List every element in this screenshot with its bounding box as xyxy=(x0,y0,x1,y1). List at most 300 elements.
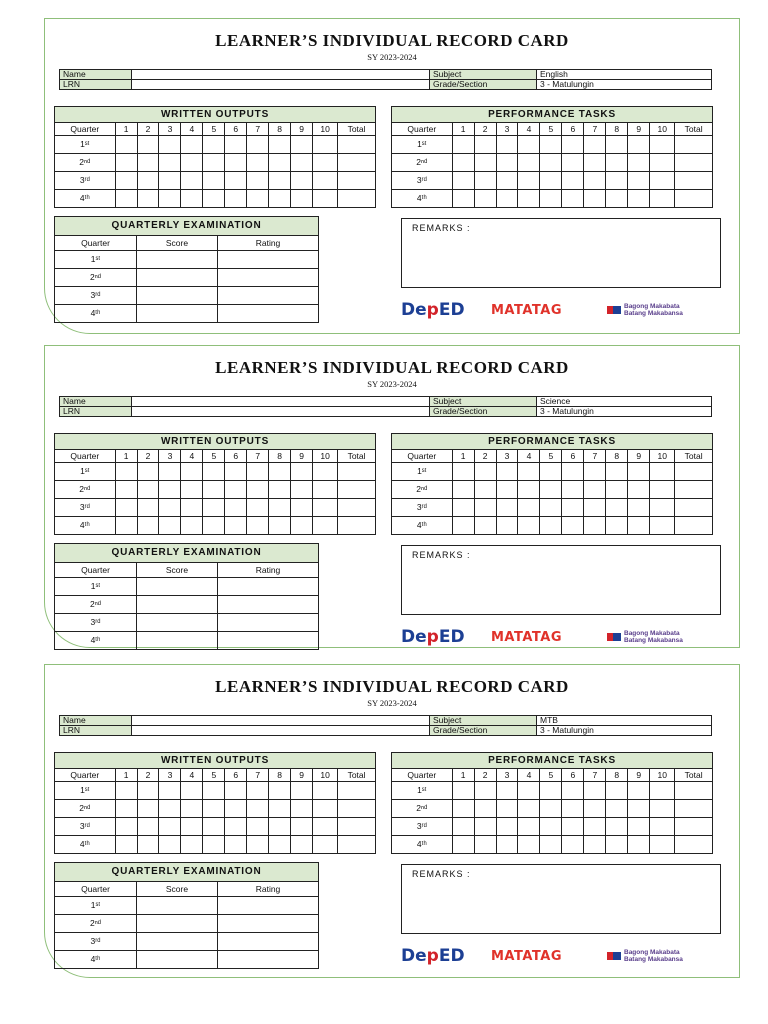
score-cell[interactable] xyxy=(540,800,562,818)
score-cell[interactable] xyxy=(115,136,137,154)
total-cell[interactable] xyxy=(338,800,376,818)
score-cell[interactable] xyxy=(606,782,628,800)
total-cell[interactable] xyxy=(675,782,713,800)
score-cell[interactable] xyxy=(225,463,247,481)
score-cell[interactable] xyxy=(137,172,159,190)
score-cell[interactable] xyxy=(247,481,269,499)
score-cell[interactable] xyxy=(452,172,474,190)
score-cell[interactable] xyxy=(269,782,291,800)
score-cell[interactable] xyxy=(540,818,562,836)
score-cell[interactable] xyxy=(518,517,540,535)
score-cell[interactable] xyxy=(137,951,218,969)
score-cell[interactable] xyxy=(203,517,225,535)
score-cell[interactable] xyxy=(496,136,518,154)
score-cell[interactable] xyxy=(518,499,540,517)
score-cell[interactable] xyxy=(203,818,225,836)
score-cell[interactable] xyxy=(203,481,225,499)
score-cell[interactable] xyxy=(137,632,218,650)
score-cell[interactable] xyxy=(474,818,496,836)
total-cell[interactable] xyxy=(675,154,713,172)
score-cell[interactable] xyxy=(650,136,675,154)
score-cell[interactable] xyxy=(452,800,474,818)
column-header: 2 xyxy=(137,769,159,782)
score-cell[interactable] xyxy=(137,499,159,517)
total-cell[interactable] xyxy=(338,782,376,800)
score-cell[interactable] xyxy=(606,136,628,154)
score-cell[interactable] xyxy=(650,836,675,854)
score-cell[interactable] xyxy=(115,836,137,854)
score-cell[interactable] xyxy=(496,836,518,854)
score-cell[interactable] xyxy=(313,818,338,836)
score-cell[interactable] xyxy=(540,481,562,499)
score-cell[interactable] xyxy=(562,154,584,172)
score-cell[interactable] xyxy=(628,782,650,800)
rating-cell[interactable] xyxy=(218,287,319,305)
score-cell[interactable] xyxy=(650,481,675,499)
total-cell[interactable] xyxy=(675,836,713,854)
score-cell[interactable] xyxy=(137,136,159,154)
score-cell[interactable] xyxy=(225,481,247,499)
score-cell[interactable] xyxy=(291,818,313,836)
rating-cell[interactable] xyxy=(218,596,319,614)
score-cell[interactable] xyxy=(247,782,269,800)
score-cell[interactable] xyxy=(584,136,606,154)
rating-cell[interactable] xyxy=(218,614,319,632)
score-cell[interactable] xyxy=(650,782,675,800)
score-cell[interactable] xyxy=(313,172,338,190)
remarks-box[interactable] xyxy=(401,545,721,615)
score-cell[interactable] xyxy=(496,172,518,190)
rating-cell[interactable] xyxy=(218,251,319,269)
score-cell[interactable] xyxy=(159,481,181,499)
score-cell[interactable] xyxy=(518,782,540,800)
score-cell[interactable] xyxy=(137,578,218,596)
score-cell[interactable] xyxy=(269,481,291,499)
score-cell[interactable] xyxy=(562,517,584,535)
score-cell[interactable] xyxy=(452,190,474,208)
score-cell[interactable] xyxy=(137,463,159,481)
score-cell[interactable] xyxy=(496,517,518,535)
score-cell[interactable] xyxy=(313,782,338,800)
score-cell[interactable] xyxy=(628,481,650,499)
score-cell[interactable] xyxy=(203,463,225,481)
score-cell[interactable] xyxy=(518,836,540,854)
score-cell[interactable] xyxy=(115,481,137,499)
score-cell[interactable] xyxy=(474,172,496,190)
score-cell[interactable] xyxy=(452,136,474,154)
score-cell[interactable] xyxy=(225,172,247,190)
score-cell[interactable] xyxy=(518,800,540,818)
score-cell[interactable] xyxy=(181,154,203,172)
score-cell[interactable] xyxy=(562,136,584,154)
lrn-field[interactable] xyxy=(132,726,430,736)
score-cell[interactable] xyxy=(181,499,203,517)
score-cell[interactable] xyxy=(650,172,675,190)
score-cell[interactable] xyxy=(540,136,562,154)
score-cell[interactable] xyxy=(269,463,291,481)
score-cell[interactable] xyxy=(474,481,496,499)
score-cell[interactable] xyxy=(650,517,675,535)
score-cell[interactable] xyxy=(291,463,313,481)
score-cell[interactable] xyxy=(181,190,203,208)
total-cell[interactable] xyxy=(675,800,713,818)
score-cell[interactable] xyxy=(291,499,313,517)
score-cell[interactable] xyxy=(137,287,218,305)
score-cell[interactable] xyxy=(628,800,650,818)
score-cell[interactable] xyxy=(452,517,474,535)
score-cell[interactable] xyxy=(562,172,584,190)
score-cell[interactable] xyxy=(225,190,247,208)
score-cell[interactable] xyxy=(540,154,562,172)
score-cell[interactable] xyxy=(584,154,606,172)
score-cell[interactable] xyxy=(269,190,291,208)
score-cell[interactable] xyxy=(562,818,584,836)
total-cell[interactable] xyxy=(675,499,713,517)
score-cell[interactable] xyxy=(137,190,159,208)
score-cell[interactable] xyxy=(225,800,247,818)
score-cell[interactable] xyxy=(628,463,650,481)
score-cell[interactable] xyxy=(247,836,269,854)
score-cell[interactable] xyxy=(247,136,269,154)
score-cell[interactable] xyxy=(115,517,137,535)
score-cell[interactable] xyxy=(247,154,269,172)
score-cell[interactable] xyxy=(606,154,628,172)
score-cell[interactable] xyxy=(313,154,338,172)
total-cell[interactable] xyxy=(675,190,713,208)
score-cell[interactable] xyxy=(562,782,584,800)
score-cell[interactable] xyxy=(313,136,338,154)
score-cell[interactable] xyxy=(628,190,650,208)
score-cell[interactable] xyxy=(291,836,313,854)
score-cell[interactable] xyxy=(137,933,218,951)
score-cell[interactable] xyxy=(474,190,496,208)
score-cell[interactable] xyxy=(181,818,203,836)
total-cell[interactable] xyxy=(338,190,376,208)
total-cell[interactable] xyxy=(675,136,713,154)
score-cell[interactable] xyxy=(313,481,338,499)
score-cell[interactable] xyxy=(269,172,291,190)
total-cell[interactable] xyxy=(675,172,713,190)
score-cell[interactable] xyxy=(584,463,606,481)
score-cell[interactable] xyxy=(562,463,584,481)
total-cell[interactable] xyxy=(675,517,713,535)
score-cell[interactable] xyxy=(628,136,650,154)
score-cell[interactable] xyxy=(159,172,181,190)
total-cell[interactable] xyxy=(675,463,713,481)
score-cell[interactable] xyxy=(628,517,650,535)
score-cell[interactable] xyxy=(606,836,628,854)
score-cell[interactable] xyxy=(474,154,496,172)
name-field[interactable] xyxy=(132,397,430,407)
score-cell[interactable] xyxy=(496,154,518,172)
score-cell[interactable] xyxy=(628,836,650,854)
rating-cell[interactable] xyxy=(218,897,319,915)
score-cell[interactable] xyxy=(562,499,584,517)
score-cell[interactable] xyxy=(137,818,159,836)
score-cell[interactable] xyxy=(474,517,496,535)
score-cell[interactable] xyxy=(115,172,137,190)
score-cell[interactable] xyxy=(540,499,562,517)
lrn-field[interactable] xyxy=(132,80,430,90)
rating-cell[interactable] xyxy=(218,269,319,287)
score-cell[interactable] xyxy=(628,499,650,517)
score-cell[interactable] xyxy=(159,463,181,481)
score-cell[interactable] xyxy=(115,463,137,481)
score-cell[interactable] xyxy=(562,190,584,208)
score-cell[interactable] xyxy=(137,305,218,323)
score-cell[interactable] xyxy=(452,818,474,836)
total-cell[interactable] xyxy=(338,154,376,172)
score-cell[interactable] xyxy=(518,190,540,208)
score-cell[interactable] xyxy=(137,596,218,614)
total-cell[interactable] xyxy=(338,836,376,854)
score-cell[interactable] xyxy=(181,836,203,854)
score-cell[interactable] xyxy=(540,463,562,481)
score-cell[interactable] xyxy=(247,818,269,836)
score-cell[interactable] xyxy=(159,782,181,800)
score-cell[interactable] xyxy=(247,517,269,535)
score-cell[interactable] xyxy=(474,136,496,154)
total-cell[interactable] xyxy=(338,818,376,836)
score-cell[interactable] xyxy=(137,517,159,535)
score-cell[interactable] xyxy=(181,481,203,499)
score-cell[interactable] xyxy=(628,818,650,836)
score-cell[interactable] xyxy=(313,499,338,517)
total-cell[interactable] xyxy=(338,172,376,190)
score-cell[interactable] xyxy=(650,800,675,818)
score-cell[interactable] xyxy=(203,782,225,800)
total-cell[interactable] xyxy=(338,481,376,499)
score-cell[interactable] xyxy=(269,818,291,836)
score-cell[interactable] xyxy=(584,172,606,190)
score-cell[interactable] xyxy=(159,499,181,517)
score-cell[interactable] xyxy=(584,481,606,499)
score-cell[interactable] xyxy=(650,190,675,208)
score-cell[interactable] xyxy=(313,836,338,854)
score-cell[interactable] xyxy=(181,800,203,818)
score-cell[interactable] xyxy=(225,782,247,800)
score-cell[interactable] xyxy=(518,463,540,481)
score-cell[interactable] xyxy=(540,836,562,854)
score-cell[interactable] xyxy=(269,517,291,535)
score-cell[interactable] xyxy=(474,782,496,800)
score-cell[interactable] xyxy=(606,172,628,190)
score-cell[interactable] xyxy=(584,818,606,836)
score-cell[interactable] xyxy=(159,836,181,854)
score-cell[interactable] xyxy=(562,800,584,818)
score-cell[interactable] xyxy=(159,800,181,818)
score-cell[interactable] xyxy=(269,136,291,154)
score-cell[interactable] xyxy=(496,499,518,517)
score-cell[interactable] xyxy=(247,800,269,818)
score-cell[interactable] xyxy=(269,836,291,854)
score-cell[interactable] xyxy=(225,517,247,535)
score-cell[interactable] xyxy=(137,915,218,933)
score-cell[interactable] xyxy=(540,190,562,208)
score-cell[interactable] xyxy=(181,463,203,481)
score-cell[interactable] xyxy=(452,154,474,172)
score-cell[interactable] xyxy=(181,782,203,800)
score-cell[interactable] xyxy=(650,463,675,481)
score-cell[interactable] xyxy=(291,172,313,190)
score-cell[interactable] xyxy=(518,136,540,154)
score-cell[interactable] xyxy=(225,136,247,154)
score-cell[interactable] xyxy=(137,154,159,172)
score-cell[interactable] xyxy=(247,499,269,517)
score-cell[interactable] xyxy=(203,800,225,818)
total-cell[interactable] xyxy=(675,818,713,836)
score-cell[interactable] xyxy=(313,463,338,481)
score-cell[interactable] xyxy=(225,818,247,836)
score-cell[interactable] xyxy=(584,517,606,535)
lrn-field[interactable] xyxy=(132,407,430,417)
score-cell[interactable] xyxy=(291,517,313,535)
score-cell[interactable] xyxy=(181,517,203,535)
score-cell[interactable] xyxy=(159,517,181,535)
score-cell[interactable] xyxy=(518,172,540,190)
score-cell[interactable] xyxy=(115,499,137,517)
score-cell[interactable] xyxy=(606,481,628,499)
total-cell[interactable] xyxy=(675,481,713,499)
score-cell[interactable] xyxy=(496,800,518,818)
rating-cell[interactable] xyxy=(218,933,319,951)
score-cell[interactable] xyxy=(269,499,291,517)
score-cell[interactable] xyxy=(452,836,474,854)
score-cell[interactable] xyxy=(562,481,584,499)
score-cell[interactable] xyxy=(562,836,584,854)
score-cell[interactable] xyxy=(203,172,225,190)
score-cell[interactable] xyxy=(496,481,518,499)
score-cell[interactable] xyxy=(203,499,225,517)
rating-cell[interactable] xyxy=(218,578,319,596)
score-cell[interactable] xyxy=(650,154,675,172)
score-cell[interactable] xyxy=(137,251,218,269)
score-cell[interactable] xyxy=(606,800,628,818)
score-cell[interactable] xyxy=(584,800,606,818)
score-cell[interactable] xyxy=(291,782,313,800)
score-cell[interactable] xyxy=(540,782,562,800)
score-cell[interactable] xyxy=(225,499,247,517)
score-cell[interactable] xyxy=(518,154,540,172)
score-cell[interactable] xyxy=(452,463,474,481)
score-cell[interactable] xyxy=(115,190,137,208)
name-field[interactable] xyxy=(132,70,430,80)
score-cell[interactable] xyxy=(584,190,606,208)
score-cell[interactable] xyxy=(137,782,159,800)
score-cell[interactable] xyxy=(474,499,496,517)
score-cell[interactable] xyxy=(115,154,137,172)
score-cell[interactable] xyxy=(159,136,181,154)
score-cell[interactable] xyxy=(225,154,247,172)
score-cell[interactable] xyxy=(474,836,496,854)
score-cell[interactable] xyxy=(137,269,218,287)
score-cell[interactable] xyxy=(269,800,291,818)
score-cell[interactable] xyxy=(518,481,540,499)
score-cell[interactable] xyxy=(137,897,218,915)
score-cell[interactable] xyxy=(313,190,338,208)
score-cell[interactable] xyxy=(650,499,675,517)
score-cell[interactable] xyxy=(115,782,137,800)
score-cell[interactable] xyxy=(291,481,313,499)
score-cell[interactable] xyxy=(137,800,159,818)
score-cell[interactable] xyxy=(247,172,269,190)
score-cell[interactable] xyxy=(606,190,628,208)
total-cell[interactable] xyxy=(338,499,376,517)
score-cell[interactable] xyxy=(159,818,181,836)
score-cell[interactable] xyxy=(606,818,628,836)
total-cell[interactable] xyxy=(338,463,376,481)
score-cell[interactable] xyxy=(496,818,518,836)
score-cell[interactable] xyxy=(628,172,650,190)
total-cell[interactable] xyxy=(338,136,376,154)
score-cell[interactable] xyxy=(203,836,225,854)
rating-cell[interactable] xyxy=(218,951,319,969)
table-row xyxy=(55,915,319,933)
score-cell[interactable] xyxy=(137,614,218,632)
score-cell[interactable] xyxy=(606,517,628,535)
rating-cell[interactable] xyxy=(218,305,319,323)
remarks-box[interactable] xyxy=(401,218,721,288)
score-cell[interactable] xyxy=(247,190,269,208)
score-cell[interactable] xyxy=(496,190,518,208)
rating-cell[interactable] xyxy=(218,915,319,933)
score-cell[interactable] xyxy=(203,136,225,154)
score-cell[interactable] xyxy=(291,154,313,172)
score-cell[interactable] xyxy=(313,800,338,818)
score-cell[interactable] xyxy=(181,136,203,154)
score-cell[interactable] xyxy=(159,190,181,208)
score-cell[interactable] xyxy=(606,463,628,481)
rating-cell[interactable] xyxy=(218,632,319,650)
score-cell[interactable] xyxy=(203,190,225,208)
score-cell[interactable] xyxy=(540,517,562,535)
score-cell[interactable] xyxy=(115,818,137,836)
score-cell[interactable] xyxy=(540,172,562,190)
score-cell[interactable] xyxy=(291,136,313,154)
score-cell[interactable] xyxy=(313,517,338,535)
score-cell[interactable] xyxy=(115,800,137,818)
score-cell[interactable] xyxy=(518,818,540,836)
score-cell[interactable] xyxy=(181,172,203,190)
score-cell[interactable] xyxy=(452,499,474,517)
score-cell[interactable] xyxy=(650,818,675,836)
score-cell[interactable] xyxy=(606,499,628,517)
name-field[interactable] xyxy=(132,716,430,726)
score-cell[interactable] xyxy=(137,481,159,499)
score-cell[interactable] xyxy=(584,499,606,517)
score-cell[interactable] xyxy=(291,190,313,208)
table-row xyxy=(55,596,319,614)
total-cell[interactable] xyxy=(338,517,376,535)
score-cell[interactable] xyxy=(584,836,606,854)
score-cell[interactable] xyxy=(496,782,518,800)
score-cell[interactable] xyxy=(203,154,225,172)
score-cell[interactable] xyxy=(474,463,496,481)
score-cell[interactable] xyxy=(452,782,474,800)
score-cell[interactable] xyxy=(247,463,269,481)
score-cell[interactable] xyxy=(584,782,606,800)
score-cell[interactable] xyxy=(496,463,518,481)
score-cell[interactable] xyxy=(269,154,291,172)
score-cell[interactable] xyxy=(452,481,474,499)
score-cell[interactable] xyxy=(474,800,496,818)
score-cell[interactable] xyxy=(291,800,313,818)
remarks-box[interactable] xyxy=(401,864,721,934)
score-cell[interactable] xyxy=(159,154,181,172)
score-cell[interactable] xyxy=(137,836,159,854)
score-cell[interactable] xyxy=(628,154,650,172)
score-cell[interactable] xyxy=(225,836,247,854)
